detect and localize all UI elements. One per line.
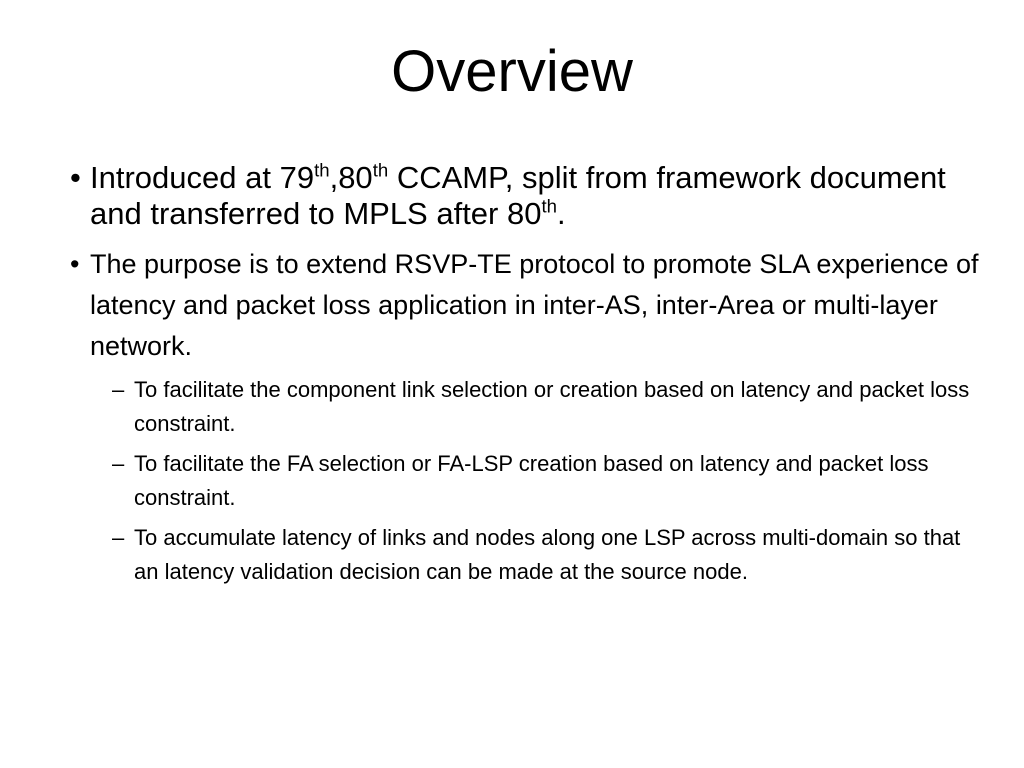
- dash-marker: –: [112, 451, 125, 476]
- dash-marker: –: [112, 377, 125, 402]
- sub-bullet-item: [112, 521, 972, 589]
- slide-title: Overview: [391, 39, 633, 104]
- bullet-marker: •: [70, 249, 80, 279]
- sub-bullet-item: [112, 447, 972, 515]
- bullet-item-purpose: [70, 244, 980, 367]
- sub-bullet-list: [112, 373, 972, 589]
- bullet-marker: •: [70, 160, 81, 195]
- bullet-list: [70, 160, 980, 595]
- ordinal-suffix: th: [314, 159, 330, 181]
- sub-bullet-container: [70, 373, 980, 589]
- sub-bullet-item: [112, 373, 972, 441]
- bullet-item-introduced: [70, 160, 980, 232]
- bullet-text-part: CCAMP, split from framework document and transferred to MPLS after 80: [90, 160, 946, 231]
- sub-bullet-text: To facilitate the component link selection or creation based on latency and packet loss constraint.: [134, 377, 970, 436]
- bullet-text: The purpose is to extend RSVP-TE protocol to promote SLA experience of latency and packet loss application in inter-AS, inter-Area or multi-layer network.: [90, 249, 979, 361]
- dash-marker: –: [112, 525, 125, 550]
- bullet-text: [90, 160, 946, 231]
- sub-bullet-text: To facilitate the FA selection or FA-LSP creation based on latency and packet loss constraint.: [134, 451, 929, 510]
- bullet-text-part: .: [556, 196, 566, 231]
- ordinal-suffix: th: [372, 159, 389, 181]
- bullet-text-part: ,80: [329, 160, 373, 195]
- ordinal-suffix: th: [541, 195, 557, 217]
- sub-bullet-text: To accumulate latency of links and nodes along one LSP across multi-domain so that an latency validation decision can be made at the source node.: [134, 525, 961, 584]
- bullet-text-part: Introduced at 79: [90, 160, 315, 195]
